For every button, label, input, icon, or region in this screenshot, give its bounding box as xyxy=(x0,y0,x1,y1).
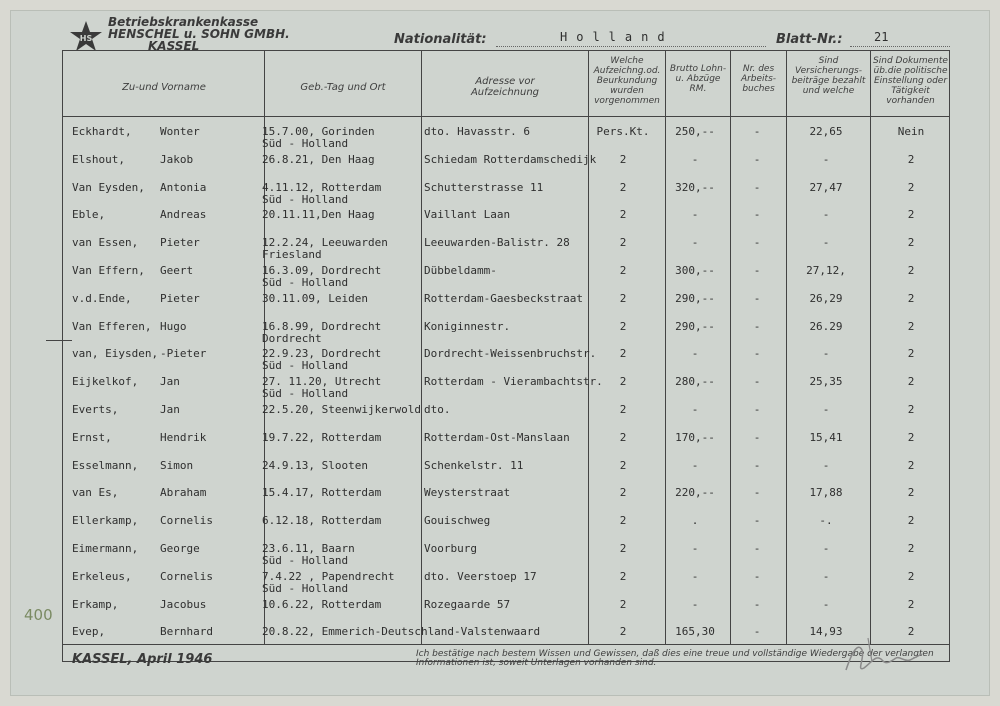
row-political: 2 xyxy=(907,347,915,360)
row-political: 2 xyxy=(907,459,915,472)
row-first-name: Cornelis xyxy=(160,514,213,527)
row-name: Van Efferen, xyxy=(72,320,152,333)
row-name: Evep, xyxy=(72,625,106,638)
row-birth: Süd - Holland xyxy=(262,582,349,595)
row-birth: 12.2.24, Leeuwarden xyxy=(262,236,388,249)
row-birth: 19.7.22, Rotterdam xyxy=(262,431,382,444)
row-political: 2 xyxy=(907,181,915,194)
col-header-documents: Welche Aufzeichng.od. Beurkundung wurden vorgenommen xyxy=(593,56,661,106)
row-name: van Essen, xyxy=(72,236,139,249)
row-wage: 290,-- xyxy=(675,292,715,305)
row-wage: - xyxy=(691,459,699,472)
sheet-number-value: 21 xyxy=(874,30,889,44)
row-political: 2 xyxy=(907,486,915,499)
row-workbook: - xyxy=(753,153,761,166)
row-wage: . xyxy=(691,514,699,527)
row-address: Rotterdam - Vierambachtstr. xyxy=(424,375,603,388)
row-wage: 220,-- xyxy=(675,486,715,499)
row-wage: 170,-- xyxy=(675,431,715,444)
row-documents: 2 xyxy=(619,320,627,333)
sheet-number-label: Blatt-Nr.: xyxy=(776,32,843,47)
row-workbook: - xyxy=(753,570,761,583)
row-address: Schenkelstr. 11 xyxy=(424,459,524,472)
row-documents: 2 xyxy=(619,292,627,305)
margin-tick xyxy=(46,340,72,341)
row-birth: Friesland xyxy=(262,248,322,261)
col-header-workbook: Nr. des Arbeits- buches xyxy=(740,64,777,94)
row-wage: 165,30 xyxy=(675,625,715,638)
row-birth: 20.8.22, Emmerich-Deutschland-Valstenwaard xyxy=(262,625,541,638)
row-first-name: Wonter xyxy=(160,125,200,138)
row-birth: 20.11.11,Den Haag xyxy=(262,208,375,221)
row-wage: - xyxy=(691,153,699,166)
signature xyxy=(838,632,928,686)
col-header-political: Sind Dokumente üb.die politische Einstellung oder Tätigkeit vorhanden xyxy=(873,56,948,106)
row-first-name: Jakob xyxy=(160,153,194,166)
row-first-name: Simon xyxy=(160,459,194,472)
row-documents: 2 xyxy=(619,236,627,249)
place-date: KASSEL, April 1946 xyxy=(72,652,213,667)
row-workbook: - xyxy=(753,459,761,472)
row-documents: 2 xyxy=(619,570,627,583)
row-insurance: - xyxy=(822,459,830,472)
row-first-name: Jan xyxy=(160,375,180,388)
row-insurance: 26,29 xyxy=(809,292,843,305)
row-workbook: - xyxy=(753,125,761,138)
row-insurance: 22,65 xyxy=(809,125,843,138)
row-wage: 320,-- xyxy=(675,181,715,194)
row-address: Voorburg xyxy=(424,542,477,555)
row-political: 2 xyxy=(907,403,915,416)
row-first-name: Abraham xyxy=(160,486,207,499)
row-insurance: - xyxy=(822,542,830,555)
row-documents: 2 xyxy=(619,598,627,611)
row-insurance: 27,12, xyxy=(806,264,846,277)
row-birth: Süd - Holland xyxy=(262,193,349,206)
nationality-value: Holland xyxy=(560,30,674,44)
row-address: Weysterstraat xyxy=(424,486,511,499)
row-political: 2 xyxy=(907,264,915,277)
row-address: Leeuwarden-Balistr. 28 xyxy=(424,236,570,249)
row-insurance: - xyxy=(822,570,830,583)
row-name: Van Eysden, xyxy=(72,181,145,194)
margin-note: 400 xyxy=(24,606,53,624)
row-address: Schutterstrasse 11 xyxy=(424,181,544,194)
row-workbook: - xyxy=(753,403,761,416)
row-name: Eimermann, xyxy=(72,542,139,555)
nationality-underline xyxy=(496,46,766,47)
row-workbook: - xyxy=(753,292,761,305)
row-birth: Süd - Holland xyxy=(262,276,349,289)
row-political: 2 xyxy=(907,153,915,166)
row-wage: 280,-- xyxy=(675,375,715,388)
row-first-name: Geert xyxy=(160,264,194,277)
star-logo-icon xyxy=(68,20,104,54)
row-political: 2 xyxy=(907,431,915,444)
row-insurance: - xyxy=(822,236,830,249)
row-name: Ernst, xyxy=(72,431,112,444)
row-first-name: Pieter xyxy=(160,236,200,249)
row-workbook: - xyxy=(753,320,761,333)
header-divider xyxy=(62,116,950,117)
row-first-name: Pieter xyxy=(160,292,200,305)
row-wage: - xyxy=(691,236,699,249)
row-wage: - xyxy=(691,208,699,221)
row-documents: 2 xyxy=(619,264,627,277)
row-birth: 26.8.21, Den Haag xyxy=(262,153,375,166)
row-first-name: Jan xyxy=(160,403,180,416)
row-insurance: - xyxy=(822,598,830,611)
row-address: Dordrecht-Weissenbruchstr. xyxy=(424,347,597,360)
row-documents: 2 xyxy=(619,153,627,166)
row-political: 2 xyxy=(907,542,915,555)
row-name: v.d.Ende, xyxy=(72,292,132,305)
row-name: Van Effern, xyxy=(72,264,145,277)
row-address: Rotterdam-Ost-Manslaan xyxy=(424,431,570,444)
row-address: Dübbeldamm- xyxy=(424,264,497,277)
row-insurance: 26.29 xyxy=(809,320,843,333)
row-name: Ellerkamp, xyxy=(72,514,139,527)
row-birth: 6.12.18, Rotterdam xyxy=(262,514,382,527)
row-political: 2 xyxy=(907,320,915,333)
sheet-number-underline xyxy=(850,46,950,47)
row-wage: - xyxy=(691,542,699,555)
row-political: 2 xyxy=(907,236,915,249)
row-insurance: 27,47 xyxy=(809,181,843,194)
row-name: Eijkelkof, xyxy=(72,375,139,388)
row-birth: 16.3.09, Dordrecht xyxy=(262,264,382,277)
footer-divider xyxy=(62,644,950,645)
row-birth: 10.6.22, Rotterdam xyxy=(262,598,382,611)
row-wage: 250,-- xyxy=(675,125,715,138)
row-first-name: Bernhard xyxy=(160,625,213,638)
nationality-label: Nationalität: xyxy=(394,32,487,47)
row-first-name: Hugo xyxy=(160,320,187,333)
row-documents: 2 xyxy=(619,403,627,416)
row-documents: 2 xyxy=(619,459,627,472)
row-birth: Süd - Holland xyxy=(262,359,349,372)
row-birth: 22.5.20, Steenwijkerwold xyxy=(262,403,421,416)
row-birth: Süd - Holland xyxy=(262,387,349,400)
row-name: Erkeleus, xyxy=(72,570,132,583)
row-documents: 2 xyxy=(619,625,627,638)
row-workbook: - xyxy=(753,375,761,388)
row-first-name: Cornelis xyxy=(160,570,213,583)
declaration-text: Ich bestätige nach bestem Wissen und Gewissen, daß dies eine treue und vollständige Wiedergabe der verlangten Informationen ist, soweit Unterlagen vorhanden sind. xyxy=(416,649,934,668)
row-name: van, Eiysden, xyxy=(72,347,159,360)
row-birth: 15.4.17, Rotterdam xyxy=(262,486,382,499)
row-birth: Dordrecht xyxy=(262,332,322,345)
col-header-birth: Geb.-Tag und Ort xyxy=(300,82,386,93)
column-divider xyxy=(421,50,422,644)
row-political: 2 xyxy=(907,514,915,527)
col-header-name: Zu-und Vorname xyxy=(122,82,206,93)
row-political: 2 xyxy=(907,292,915,305)
row-birth: 4.11.12, Rotterdam xyxy=(262,181,382,194)
row-address: Gouischweg xyxy=(424,514,491,527)
row-birth: 7.4.22 , Papendrecht xyxy=(262,570,395,583)
row-workbook: - xyxy=(753,431,761,444)
row-insurance: 17,88 xyxy=(809,486,843,499)
row-address: dto. Veerstoep 17 xyxy=(424,570,537,583)
row-political: 2 xyxy=(907,208,915,221)
col-header-wage: Brutto Lohn- u. Abzüge RM. xyxy=(669,64,727,94)
row-insurance: - xyxy=(822,403,830,416)
row-name: Everts, xyxy=(72,403,119,416)
row-political: Nein xyxy=(897,125,925,138)
row-first-name: Andreas xyxy=(160,208,207,221)
row-birth: Süd - Holland xyxy=(262,137,349,150)
row-address: Rozegaarde 57 xyxy=(424,598,511,611)
row-birth: 22.9.23, Dordrecht xyxy=(262,347,382,360)
row-wage: - xyxy=(691,598,699,611)
row-documents: 2 xyxy=(619,431,627,444)
row-first-name: George xyxy=(160,542,200,555)
row-documents: 2 xyxy=(619,514,627,527)
row-workbook: - xyxy=(753,236,761,249)
row-name: Eble, xyxy=(72,208,106,221)
row-workbook: - xyxy=(753,486,761,499)
row-political: 2 xyxy=(907,598,915,611)
row-address: dto. Havasstr. 6 xyxy=(424,125,530,138)
col-header-insurance: Sind Versicherungs- beiträge bezahlt und welche xyxy=(791,56,866,96)
row-documents: 2 xyxy=(619,375,627,388)
row-birth: Süd - Holland xyxy=(262,554,349,567)
row-address: Schiedam Rotterdamschedijk xyxy=(424,153,597,166)
row-wage: 300,-- xyxy=(675,264,715,277)
row-insurance: -. xyxy=(819,514,833,527)
svg-text:HS: HS xyxy=(79,34,93,43)
row-workbook: - xyxy=(753,514,761,527)
row-workbook: - xyxy=(753,542,761,555)
row-insurance: - xyxy=(822,347,830,360)
row-wage: 290,-- xyxy=(675,320,715,333)
row-wage: - xyxy=(691,570,699,583)
row-insurance: 14,93 xyxy=(809,625,843,638)
row-documents: Pers.Kt. xyxy=(596,125,650,138)
row-birth: 30.11.09, Leiden xyxy=(262,292,368,305)
row-first-name: Hendrik xyxy=(160,431,207,444)
row-documents: 2 xyxy=(619,208,627,221)
row-documents: 2 xyxy=(619,486,627,499)
row-name: van Es, xyxy=(72,486,119,499)
row-documents: 2 xyxy=(619,181,627,194)
row-insurance: - xyxy=(822,153,830,166)
row-name: Elshout, xyxy=(72,153,125,166)
row-name: Eckhardt, xyxy=(72,125,132,138)
row-birth: 23.6.11, Baarn xyxy=(262,542,355,555)
row-birth: 27. 11.20, Utrecht xyxy=(262,375,382,388)
row-workbook: - xyxy=(753,264,761,277)
row-first-name: -Pieter xyxy=(160,347,207,360)
row-address: Vaillant Laan xyxy=(424,208,511,221)
row-name: Esselmann, xyxy=(72,459,139,472)
row-workbook: - xyxy=(753,181,761,194)
row-insurance: 15,41 xyxy=(809,431,843,444)
col-header-address: Adresse vor Aufzeichnung xyxy=(470,76,540,98)
row-address: Rotterdam-Gaesbeckstraat xyxy=(424,292,583,305)
row-workbook: - xyxy=(753,598,761,611)
row-first-name: Antonia xyxy=(160,181,207,194)
row-documents: 2 xyxy=(619,542,627,555)
row-insurance: - xyxy=(822,208,830,221)
row-political: 2 xyxy=(907,625,915,638)
row-documents: 2 xyxy=(619,347,627,360)
row-wage: - xyxy=(691,347,699,360)
row-workbook: - xyxy=(753,208,761,221)
row-birth: 15.7.00, Gorinden xyxy=(262,125,375,138)
row-workbook: - xyxy=(753,625,761,638)
row-birth: 16.8.99, Dordrecht xyxy=(262,320,382,333)
row-birth: 24.9.13, Slooten xyxy=(262,459,368,472)
row-name: Erkamp, xyxy=(72,598,119,611)
company-name: Betriebskrankenkasse HENSCHEL u. SOHN GMBH. KASSEL xyxy=(108,15,290,53)
row-address: Koniginnestr. xyxy=(424,320,511,333)
row-workbook: - xyxy=(753,347,761,360)
row-insurance: 25,35 xyxy=(809,375,843,388)
row-political: 2 xyxy=(907,375,915,388)
row-address: dto. xyxy=(424,403,451,416)
row-political: 2 xyxy=(907,570,915,583)
row-wage: - xyxy=(691,403,699,416)
row-first-name: Jacobus xyxy=(160,598,207,611)
